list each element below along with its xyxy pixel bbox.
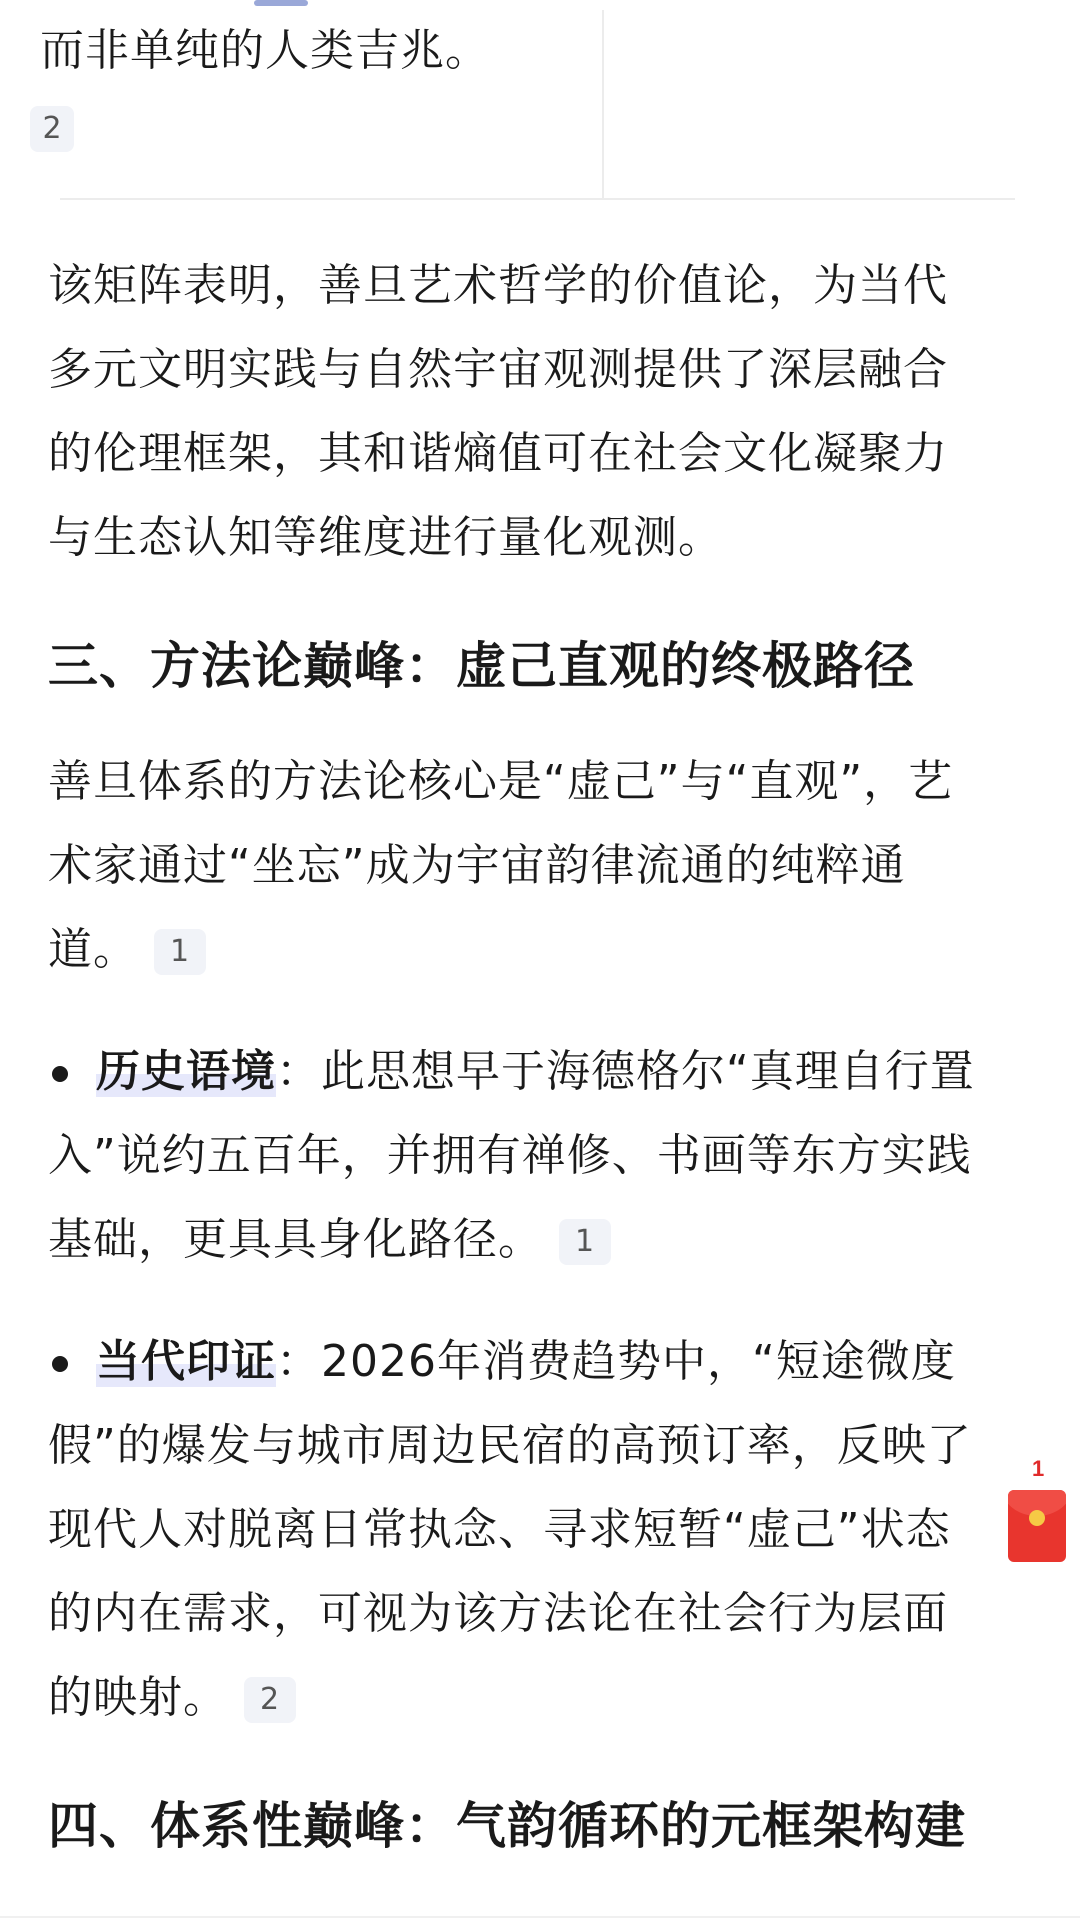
list-item-line — [48, 1320, 1038, 1404]
table-row-divider — [60, 198, 1015, 200]
section-heading: 四、体系性巅峰：气韵循环的元框架构建 — [48, 1797, 966, 1855]
list-item-line: 假”的爆发与城市周边民宿的高预订率，反映了 — [48, 1420, 972, 1471]
paragraph-line: 术家通过“坐忘”成为宇宙韵律流通的纯粹通 — [48, 840, 906, 891]
list-item-line — [48, 1656, 1038, 1740]
list-item-line — [48, 1198, 1038, 1282]
section-heading: 三、方法论巅峰：虚己直观的终极路径 — [48, 637, 915, 695]
matrix-paragraph — [48, 244, 1028, 580]
paragraph-line: 善旦体系的方法论核心是“虚己”与“直观”，艺 — [48, 756, 954, 807]
red-envelope-icon — [1008, 1490, 1066, 1562]
citation-badge[interactable]: 2 — [30, 106, 74, 152]
red-packet-count: 1 — [1032, 1456, 1045, 1481]
list-item — [48, 1320, 1038, 1740]
section-intro-paragraph — [48, 740, 1028, 992]
envelope-seal — [1029, 1510, 1045, 1526]
list-item — [48, 1030, 1038, 1282]
bottom-divider — [0, 1916, 1080, 1918]
list-item-line: 入”说约五百年，并拥有禅修、书画等东方实践 — [48, 1130, 972, 1181]
list-item-colon: ： — [276, 1336, 321, 1387]
bullet-icon — [52, 1356, 68, 1372]
list-item-text: 2026年消费趋势中，“短途微度 — [321, 1336, 956, 1387]
table-fragment — [0, 0, 1015, 200]
citation-badge[interactable]: 1 — [154, 929, 206, 975]
list-item-text: 基础，更具具身化路径。 — [48, 1214, 543, 1265]
list-item-line — [48, 1030, 1038, 1114]
paragraph-line: 多元文明实践与自然宇宙观测提供了深层融合 — [48, 344, 948, 395]
scroll-indicator — [254, 0, 308, 6]
paragraph-line: 该矩阵表明，善旦艺术哲学的价值论，为当代 — [48, 260, 948, 311]
red-packet-button[interactable] — [1004, 1456, 1068, 1566]
list-item-text: 此思想早于海德格尔“真理自行置 — [321, 1046, 975, 1097]
paragraph-line-text: 道。 — [48, 924, 138, 975]
list-item-term: 历史语境 — [96, 1046, 276, 1097]
list-item-line: 现代人对脱离日常执念、寻求短暂“虚己”状态 — [48, 1504, 951, 1555]
paragraph-line: 的伦理框架，其和谐熵值可在社会文化凝聚力 — [48, 428, 948, 479]
list-item-text: 的映射。 — [48, 1672, 228, 1723]
citation-badge[interactable]: 1 — [559, 1219, 611, 1265]
paragraph-line: 与生态认知等维度进行量化观测。 — [48, 512, 723, 563]
bullet-icon — [52, 1066, 68, 1082]
table-cell-text: 而非单纯的人类吉兆。 — [40, 25, 490, 76]
paragraph-line — [48, 908, 1028, 992]
table-column-divider — [602, 10, 604, 198]
list-item-term: 当代印证 — [96, 1336, 276, 1387]
list-item-colon: ： — [276, 1046, 321, 1097]
list-item-line: 的内在需求，可视为该方法论在社会行为层面 — [48, 1588, 948, 1639]
citation-badge[interactable]: 2 — [244, 1677, 296, 1723]
